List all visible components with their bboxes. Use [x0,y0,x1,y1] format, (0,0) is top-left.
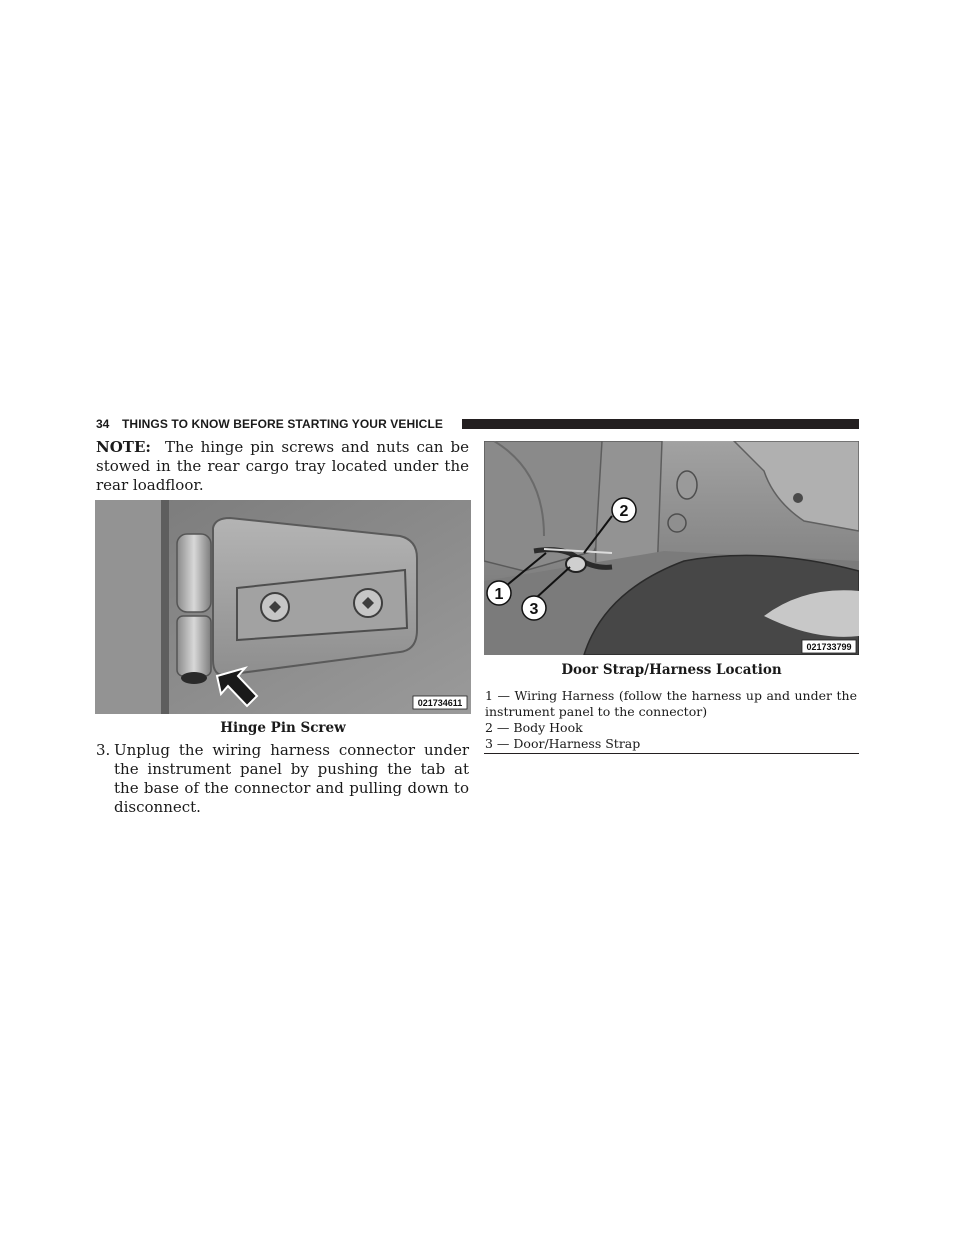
header-bar [462,419,859,429]
step-number: 3. [96,741,111,759]
hinge-pin-screw-figure [95,500,471,714]
step-text: Unplug the wiring harness connector under the instrument panel by pushing the tab at the base of the connector and pulling down to disconnect. [114,741,469,816]
legend-item: 1 — Wiring Harness (follow the harness up and under the instrument panel to the connector) [485,688,857,719]
note-text: The hinge pin screws and nuts can be stowed in the rear cargo tray located under the rear loadfloor. [96,438,469,494]
page-header [96,416,859,434]
svg-text:1: 1 [494,586,504,603]
legend-divider [484,753,859,754]
note-paragraph [96,438,469,495]
figure2-code: 021733799 [806,642,852,652]
svg-text:2: 2 [619,503,629,520]
section-title: THINGS TO KNOW BEFORE STARTING YOUR VEHICLE [122,417,443,431]
callout-3-icon [522,596,546,620]
callout-1-icon [487,581,511,605]
step-3-paragraph [96,741,469,817]
door-strap-harness-figure [484,441,859,655]
callout-2-icon [612,498,636,522]
legend-item: 3 — Door/Harness Strap [485,736,641,751]
svg-text:3: 3 [529,601,539,618]
figure1-caption: Hinge Pin Screw [220,720,346,736]
door-strap-illustration [484,441,859,655]
note-label: NOTE: [96,438,151,456]
figure1-code: 021734611 [417,698,463,708]
legend-item: 2 — Body Hook [485,720,583,735]
figure2-caption: Door Strap/Harness Location [561,662,782,678]
figure2-legend [485,688,857,752]
hinge-illustration [95,500,471,714]
page-number: 34 [96,417,110,431]
